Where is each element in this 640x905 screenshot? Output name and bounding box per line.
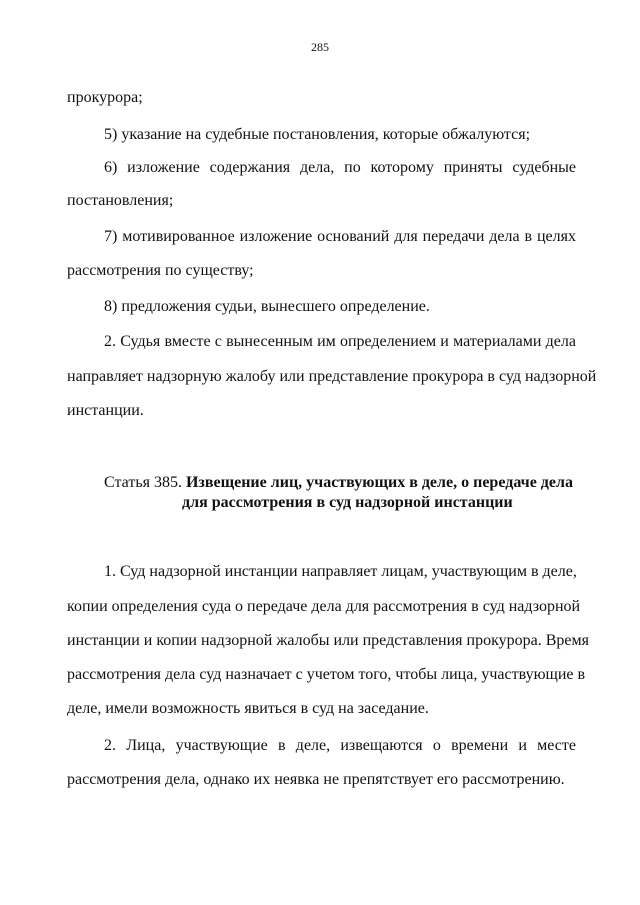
article-paragraph-2-line-1: 2. Лица, участвующие в деле, извещаются о времени и месте (104, 737, 576, 754)
list-item-5: 5) указание на судебные постановления, которые обжалуются; (104, 126, 531, 143)
article-paragraph-1-line-4: рассмотрения дела суд назначает с учетом того, чтобы лица, участвующие в (67, 666, 586, 683)
paragraph-line: прокурора; (67, 89, 143, 106)
point-2-line-3: инстанции. (67, 402, 144, 419)
article-paragraph-1-line-5: деле, имели возможность явиться в суд на заседание. (67, 700, 429, 717)
article-heading-line-2 (182, 493, 513, 513)
article-title-line-1: Извещение лиц, участвующих в деле, о передаче дела (185, 474, 573, 491)
list-item-6-line-1: 6) изложение содержания дела, по которому приняты судебные (104, 159, 576, 176)
article-number: Статья 385. (104, 474, 182, 491)
article-paragraph-1-line-3: инстанции и копии надзорной жалобы или представления прокурора. Время (67, 632, 589, 649)
point-2-line-2: направляет надзорную жалобу или представление прокурора в суд надзорной (67, 368, 597, 385)
page-number: 285 (311, 40, 329, 54)
article-paragraph-2-line-2: рассмотрения дела, однако их неявка не препятствует его рассмотрению. (67, 771, 565, 788)
article-title-line-2: для рассмотрения в суд надзорной инстанции (182, 494, 513, 511)
point-2-line-1: 2. Судья вместе с вынесенным им определением и материалами дела (104, 333, 576, 350)
list-item-8: 8) предложения судьи, вынесшего определение. (104, 298, 430, 315)
list-item-6-line-2: постановления; (67, 192, 174, 209)
article-paragraph-1-line-2: копии определения суда о передаче дела для рассмотрения в суд надзорной (67, 598, 581, 615)
list-item-7-line-1: 7) мотивированное изложение оснований для передачи дела в целях (104, 228, 576, 245)
article-paragraph-1-line-1: 1. Суд надзорной инстанции направляет лицам, участвующим в деле, (104, 563, 577, 580)
article-heading-line-1 (104, 473, 573, 493)
list-item-7-line-2: рассмотрения по существу; (67, 262, 254, 279)
